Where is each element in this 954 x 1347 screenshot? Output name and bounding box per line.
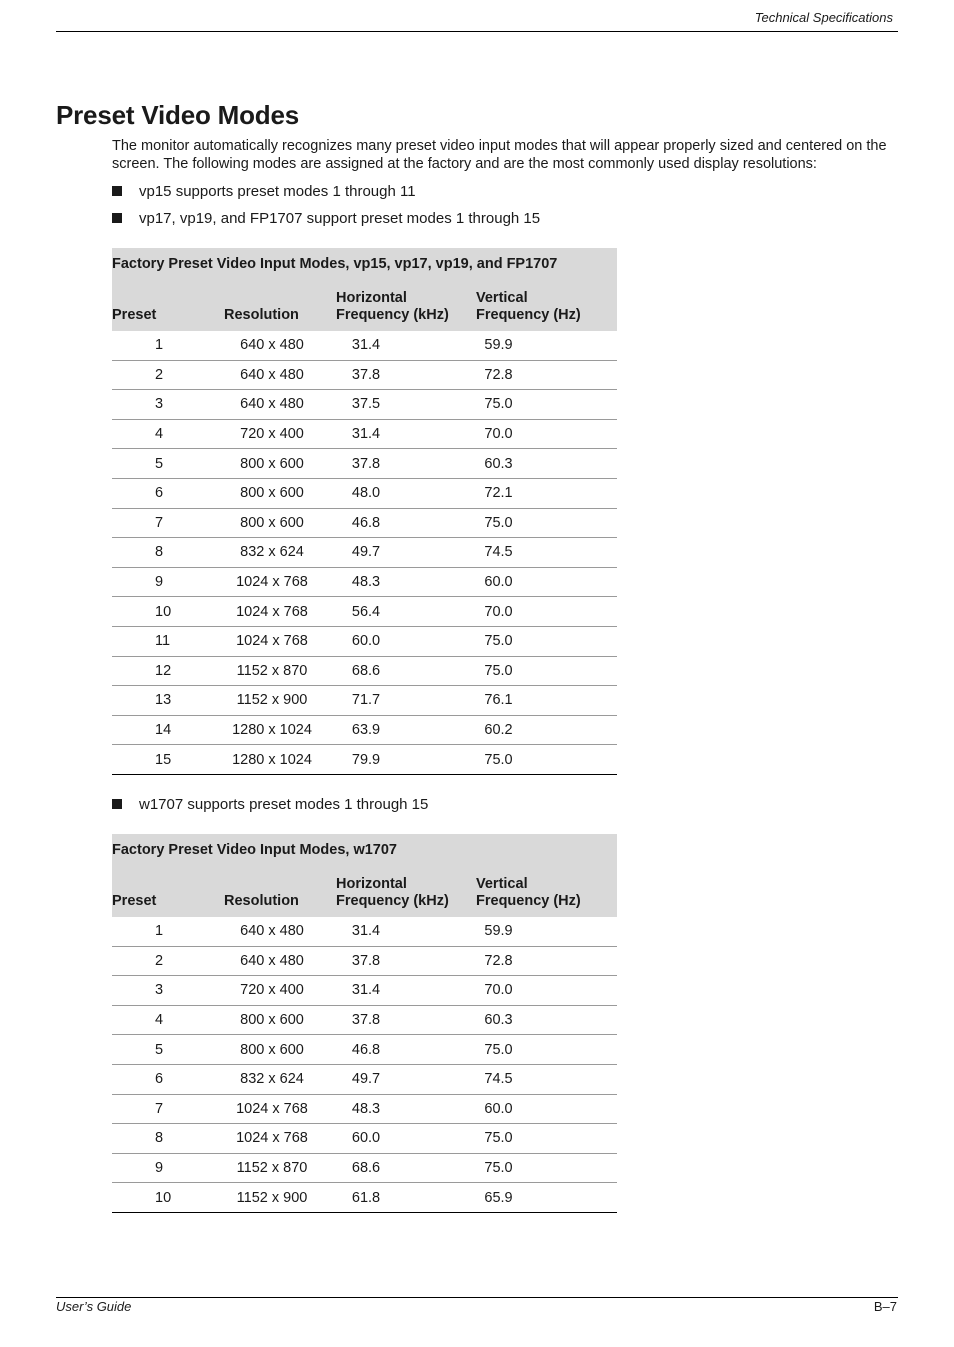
table-caption: Factory Preset Video Input Modes, vp15, vp17, vp19, and FP1707 [112,248,617,279]
table-row [112,538,617,568]
cell-vertical-frequency: 75.0 [476,626,617,656]
cell-preset: 1 [155,337,164,354]
cell-preset: 2 [112,946,224,976]
page-title: Preset Video Modes [56,100,300,130]
cell-vertical-frequency: 75.0 [476,1153,617,1183]
column-header-vertical: Vertical Frequency (Hz) [476,279,617,331]
bullet-item [112,210,540,228]
cell-preset: 7 [112,508,224,538]
cell-horizontal-frequency: 79.9 [336,745,476,775]
table-row [112,419,617,449]
cell-horizontal-frequency: 31.4 [336,976,476,1006]
cell-horizontal-frequency: 37.5 [336,390,476,420]
cell-horizontal-frequency: 37.8 [336,1005,476,1035]
cell-resolution: 1152 x 870 [224,1153,336,1183]
cell-preset: 13 [112,686,224,716]
table-row [112,360,617,390]
cell-horizontal-frequency: 63.9 [336,715,476,745]
cell-horizontal-frequency: 37.8 [336,449,476,479]
cell-vertical-frequency: 75.0 [476,1035,617,1065]
cell-horizontal-frequency: 48.3 [336,567,476,597]
cell-vertical-frequency: 76.1 [476,686,617,716]
cell-resolution: 800 x 600 [224,1005,336,1035]
table-row [112,449,617,479]
cell-preset: 10 [112,1183,224,1213]
bullet-text: vp17, vp19, and FP1707 support preset modes 1 through 15 [139,210,541,227]
cell-horizontal-frequency: 31.4 [351,337,381,354]
table-row [112,626,617,656]
intro-paragraph: The monitor automatically recognizes many preset video input modes that will appear properly sized and centered on the screen. The following modes are assigned at the factory and are the most commonly used display resolutions: [112,138,887,172]
cell-preset: 11 [112,626,224,656]
cell-horizontal-frequency: 71.7 [336,686,476,716]
cell-vertical-frequency: 72.1 [476,478,617,508]
cell-resolution: 1280 x 1024 [224,715,336,745]
table-row [112,1183,617,1213]
cell-preset: 6 [112,478,224,508]
cell-vertical-frequency: 65.9 [476,1183,617,1213]
cell-vertical-frequency: 60.3 [476,449,617,479]
cell-vertical-frequency: 72.8 [476,946,617,976]
cell-preset: 5 [112,449,224,479]
square-bullet-icon [112,186,122,196]
column-header-preset: Preset [112,279,224,331]
table-row [112,946,617,976]
table-row [112,597,617,627]
cell-vertical-frequency: 75.0 [476,745,617,775]
table-row [112,656,617,686]
cell-vertical-frequency: 60.0 [476,567,617,597]
bullet-text: w1707 supports preset modes 1 through 15 [139,796,429,813]
preset-modes-table-vp [112,248,617,775]
cell-vertical-frequency: 72.8 [476,360,617,390]
cell-vertical-frequency: 75.0 [476,656,617,686]
table-row [112,390,617,420]
cell-vertical-frequency: 75.0 [476,390,617,420]
cell-horizontal-frequency: 49.7 [336,538,476,568]
cell-vertical-frequency: 60.3 [476,1005,617,1035]
cell-resolution: 720 x 400 [224,976,336,1006]
running-header: Technical Specifications [754,10,893,25]
cell-preset: 1 [155,923,164,940]
cell-preset: 4 [112,419,224,449]
cell-resolution: 800 x 600 [224,508,336,538]
table-row [112,1124,617,1154]
cell-resolution: 1152 x 870 [224,656,336,686]
table-row [112,508,617,538]
cell-resolution: 640 x 480 [224,390,336,420]
table-row [112,478,617,508]
bullet-item [112,183,416,201]
cell-preset: 12 [112,656,224,686]
cell-preset: 5 [112,1035,224,1065]
cell-resolution: 1024 x 768 [224,567,336,597]
table-row [112,686,617,716]
header-rule [56,31,898,32]
cell-resolution: 640 x 480 [240,923,304,940]
square-bullet-icon [112,799,122,809]
column-header-vertical: Vertical Frequency (Hz) [476,865,617,917]
table-row [112,1094,617,1124]
table-row [112,715,617,745]
footer-rule [56,1297,898,1298]
cell-preset: 8 [112,538,224,568]
cell-horizontal-frequency: 60.0 [336,626,476,656]
cell-resolution: 832 x 624 [224,1064,336,1094]
cell-horizontal-frequency: 56.4 [336,597,476,627]
cell-horizontal-frequency: 48.0 [336,478,476,508]
cell-horizontal-frequency: 46.8 [336,508,476,538]
cell-horizontal-frequency: 60.0 [336,1124,476,1154]
bullet-item [112,796,428,814]
cell-vertical-frequency: 59.9 [484,337,513,354]
cell-preset: 6 [112,1064,224,1094]
cell-vertical-frequency: 60.0 [476,1094,617,1124]
cell-resolution: 1152 x 900 [224,686,336,716]
table-row [112,917,617,946]
cell-vertical-frequency: 59.9 [484,923,513,940]
preset-modes-table-w1707 [112,834,617,1213]
cell-resolution: 1152 x 900 [224,1183,336,1213]
cell-resolution: 1024 x 768 [224,1124,336,1154]
cell-vertical-frequency: 74.5 [476,538,617,568]
cell-preset: 9 [112,1153,224,1183]
cell-horizontal-frequency: 61.8 [336,1183,476,1213]
table-body [112,331,617,774]
table-row [112,1064,617,1094]
cell-resolution: 1024 x 768 [224,1094,336,1124]
cell-horizontal-frequency: 46.8 [336,1035,476,1065]
cell-preset: 14 [112,715,224,745]
cell-preset: 2 [112,360,224,390]
column-header-resolution: Resolution [224,279,336,331]
cell-resolution: 1024 x 768 [224,626,336,656]
table-row [112,1153,617,1183]
cell-resolution: 720 x 400 [224,419,336,449]
cell-vertical-frequency: 70.0 [476,419,617,449]
cell-horizontal-frequency: 49.7 [336,1064,476,1094]
table-row [112,976,617,1006]
table-row [112,567,617,597]
cell-resolution: 640 x 480 [224,360,336,390]
cell-resolution: 1280 x 1024 [224,745,336,775]
cell-resolution: 832 x 624 [224,538,336,568]
cell-horizontal-frequency: 68.6 [336,656,476,686]
cell-vertical-frequency: 74.5 [476,1064,617,1094]
table-body [112,917,617,1212]
cell-preset: 10 [112,597,224,627]
cell-resolution: 800 x 600 [224,478,336,508]
cell-preset: 4 [112,1005,224,1035]
cell-vertical-frequency: 75.0 [476,508,617,538]
square-bullet-icon [112,213,122,223]
cell-vertical-frequency: 60.2 [476,715,617,745]
cell-resolution: 1024 x 768 [224,597,336,627]
cell-preset: 8 [112,1124,224,1154]
cell-vertical-frequency: 70.0 [476,597,617,627]
footer-page-number: B–7 [873,1299,897,1314]
column-header-horizontal: Horizontal Frequency (kHz) [336,279,476,331]
cell-horizontal-frequency: 37.8 [336,360,476,390]
cell-resolution: 640 x 480 [240,337,304,354]
column-header-horizontal: Horizontal Frequency (kHz) [336,865,476,917]
cell-resolution: 640 x 480 [224,946,336,976]
cell-horizontal-frequency: 68.6 [336,1153,476,1183]
table-row [112,1035,617,1065]
cell-preset: 15 [112,745,224,775]
table-row [112,1005,617,1035]
table-row [112,331,617,360]
cell-preset: 7 [112,1094,224,1124]
cell-resolution: 800 x 600 [224,1035,336,1065]
cell-preset: 3 [112,976,224,1006]
table-caption: Factory Preset Video Input Modes, w1707 [112,834,617,865]
cell-horizontal-frequency: 31.4 [351,923,381,940]
cell-preset: 9 [112,567,224,597]
cell-vertical-frequency: 75.0 [476,1124,617,1154]
cell-horizontal-frequency: 37.8 [336,946,476,976]
table-row [112,745,617,775]
cell-horizontal-frequency: 48.3 [336,1094,476,1124]
cell-resolution: 800 x 600 [224,449,336,479]
footer-guide-title: User’s Guide [56,1299,132,1314]
bullet-text: vp15 supports preset modes 1 through 11 [139,183,416,200]
column-header-resolution: Resolution [224,865,336,917]
cell-horizontal-frequency: 31.4 [336,419,476,449]
cell-vertical-frequency: 70.0 [476,976,617,1006]
cell-preset: 3 [112,390,224,420]
column-header-preset: Preset [112,865,224,917]
